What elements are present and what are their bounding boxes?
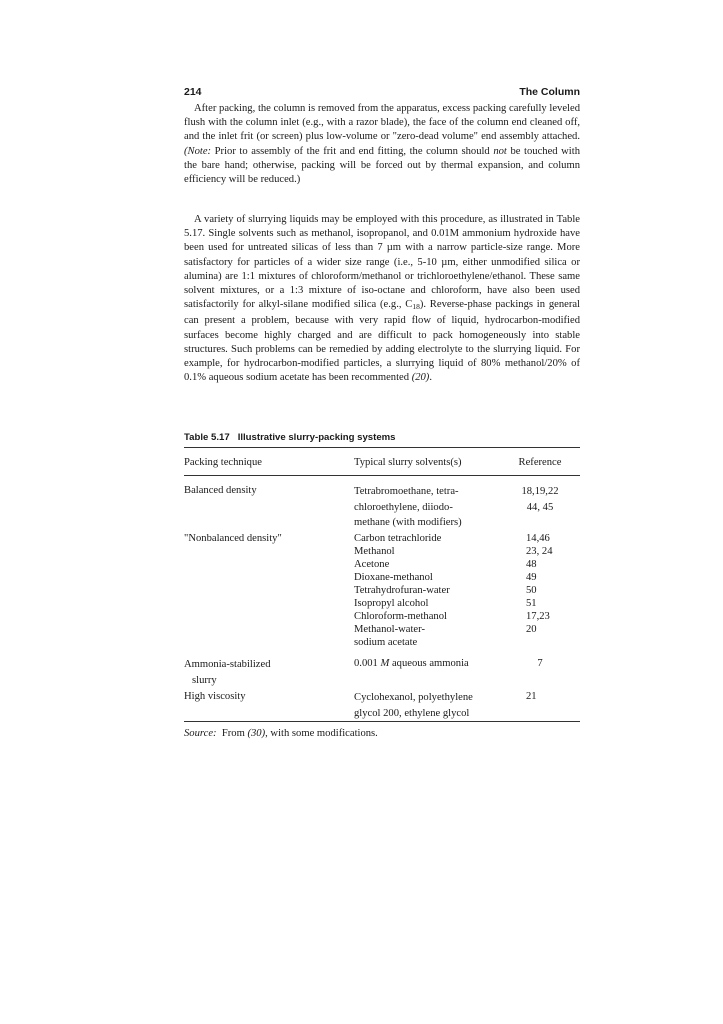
solvent-line: Carbon tetrachloride (354, 533, 442, 544)
paragraph-packing (184, 102, 580, 187)
solvent-suffix: aqueous ammonia (389, 658, 469, 669)
ref-line: 17,23 (526, 611, 550, 622)
p2-text-1: A variety of slurrying liquids may be employed with this procedure, as illustrated in Table 5.17. Single solvents such as methanol, isopropanol, and 0.01M ammonium hydroxide have been used for untreated silicas of less than 7 µm with a narrow particle-size range. More satisfactory for particles of a wider size range (i.e., 5-10 µm, either unmodified silica or alumina) are 1:1 mixtures of chloroform/methanol or trichloroethylene/ethanol. These same solvent mixtures, or a 1:3 mixture of iso-octane and chloroform, have also been used satisfactorily for alkyl-silane modified silica (e.g., C (184, 214, 580, 311)
solvents-ammonia (354, 657, 469, 670)
table-caption (184, 432, 580, 443)
table-top-rule (184, 447, 580, 448)
refs-ammonia: 7 (537, 658, 543, 669)
source-rest: , with some modifications. (265, 728, 378, 739)
running-head (184, 86, 580, 98)
technique-ammonia (184, 657, 271, 688)
technique-line: Ammonia-stabilized (184, 659, 271, 670)
technique-balanced: Balanced density (184, 485, 257, 496)
p1-text-3: be touched with the bare hand; otherwise, packing will be forced out by thermal expansion, and column efficiency will be reduced.) (184, 145, 580, 186)
source-citation: (30) (247, 728, 266, 739)
p1-text-1: After packing, the column is removed from the apparatus, excess packing carefully leveled flush with the column inlet (e.g., with a razor blade), the face of the column end cleaned off, and the inlet frit (or screen) plus low-volume or "zero-dead volume" end assembly attached. (184, 103, 580, 143)
solvent-line: Tetrabromoethane, tetra- (354, 486, 459, 497)
ref-line: 51 (526, 598, 537, 609)
table-source-note (184, 728, 580, 739)
solvent-line: Acetone (354, 559, 390, 570)
solvent-line: Isopropyl alcohol (354, 598, 429, 609)
solvent-line: glycol 200, ethylene glycol (354, 707, 470, 719)
chapter-title: The Column (519, 86, 580, 98)
solvent-line: Methanol (354, 546, 395, 557)
table-header-rule (184, 475, 580, 476)
solvent-line: methane (with modifiers) (354, 517, 462, 528)
solvents-balanced (354, 484, 462, 531)
solvent-prefix: 0.001 (354, 658, 381, 669)
ref-line: 23, 24 (526, 546, 553, 557)
header-solvents: Typical slurry solvents(s) (354, 457, 462, 468)
p1-text-2: Prior to assembly of the frit and end fitting, the column should (211, 145, 494, 157)
solvent-line: Cyclohexanol, polyethylene (354, 692, 473, 703)
citation-20: (20) (411, 372, 430, 384)
solvent-line: Dioxane-methanol (354, 572, 433, 583)
note-label: (Note: (184, 145, 212, 157)
refs-viscosity: 21 (526, 691, 537, 702)
ref-line: 14,46 (526, 533, 550, 544)
ref-line: 44, 45 (526, 501, 554, 513)
refs-balanced (500, 484, 580, 515)
paragraph-slurry (184, 213, 580, 385)
header-reference: Reference (518, 457, 562, 468)
source-from: From (221, 728, 248, 739)
solvent-line: Tetrahydrofuran-water (354, 585, 450, 596)
solvent-line: chloroethylene, diiodo- (354, 501, 453, 513)
solvent-line: Methanol-water- (354, 624, 425, 635)
solvents-viscosity (354, 690, 473, 721)
emphasis-not: not (493, 145, 507, 157)
header-technique: Packing technique (184, 457, 262, 468)
ref-line: 50 (526, 585, 537, 596)
technique-nonbalanced: "Nonbalanced density" (184, 533, 282, 544)
solvents-nonbalanced (354, 532, 450, 649)
refs-nonbalanced (500, 532, 580, 636)
page-number: 214 (184, 86, 202, 98)
table-bottom-rule (184, 721, 580, 722)
ref-line: 18,19,22 (521, 486, 559, 497)
ref-line: 49 (526, 572, 537, 583)
table-number: Table 5.17 (184, 432, 230, 443)
p2-text-2: ). Reverse-phase packings in general can present a problem, because with very rapid flow of liquid, hydrocarbon-modified surfaces become highly charged and are difficult to pack homogeneously into stable structures. Such problems can be remedied by adding electrolyte to the slurrying liquid. For example, for hydrocarbon-modified particles, a slurrying liquid of 80% methanol/20% of 0.1% aqueous sodium acetate has been recommented (184, 299, 580, 384)
source-label: Source: (184, 728, 217, 739)
subscript-18: 18 (412, 302, 420, 312)
ref-line: 48 (526, 559, 537, 570)
technique-viscosity: High viscosity (184, 691, 246, 702)
ref-line: 20 (526, 624, 537, 635)
technique-line: slurry (192, 674, 217, 686)
molar-symbol: M (380, 658, 390, 669)
table-title: Illustrative slurry-packing systems (237, 432, 396, 443)
solvent-line: sodium acetate (354, 637, 418, 648)
solvent-line: Chloroform-methanol (354, 611, 447, 622)
p2-end: . (429, 372, 432, 384)
